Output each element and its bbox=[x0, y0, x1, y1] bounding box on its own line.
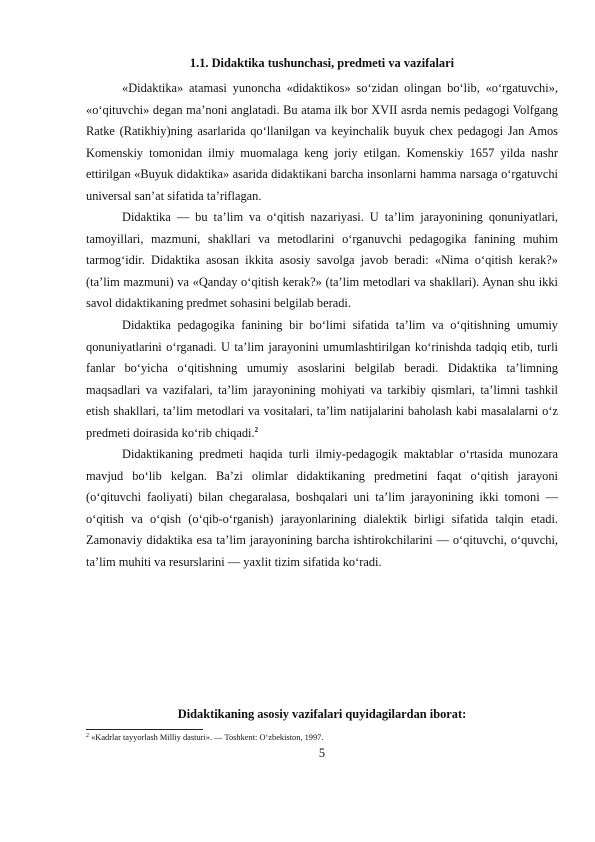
section-heading: 1.1. Didaktika tushunchasi, predmeti va vazifalari bbox=[189, 56, 455, 70]
paragraph-4: Didaktikaning predmeti haqida turli ilmiy-pedagogik maktablar o‘rtasida munozara mavjud bo‘lib kelgan. Ba’zi olimlar didaktikaning predmetini faqat o‘qitish jarayoni (o‘qituvchi faoliyati) bilan chegaralasa, boshqalari uni ta’lim jarayonining ikki tomoni — o‘qitish va o‘qish (o‘qib-o‘rganish) jarayonlarining dialektik birligi sifatida talqin etadi. Zamonaviy didaktika esa ta’lim jarayonining barcha ishtirokchilarini — o‘qituvchi, o‘quvchi, ta’lim muhiti va resurslarini — yaxlit tizim sifatida ko‘radi. bbox=[86, 447, 558, 570]
footnote bbox=[86, 732, 558, 744]
footnote-mark: 2 bbox=[86, 733, 89, 739]
paragraph-3 bbox=[86, 315, 558, 444]
page-number: 5 bbox=[318, 746, 326, 760]
subheading: Didaktikaning asosiy vazifalari quyidagilardan iborat: bbox=[177, 707, 467, 721]
paragraph-2: Didaktika — bu ta’lim va o‘qitish nazariyasi. U ta’lim jarayonining qonuniyatlari, tamoyillari, mazmuni, shakllari va metodlarini o‘rganuvchi pedagogika fanining muhim tarmog‘idir. Didaktika asosan ikkita asosiy savolga javob beradi: «Nima o‘qitish kerak?» (ta’lim mazmuni) va «Qanday o‘qitish kerak?» (ta’lim metodlari va shakllari). Aynan shu ikki savol didaktikaning predmet sohasini belgilab beradi. bbox=[86, 210, 558, 311]
body-text bbox=[86, 78, 558, 574]
footnote-text: «Kadrlar tayyorlash Milliy dasturi». — Toshkent: O‘zbekiston, 1997. bbox=[89, 733, 324, 742]
paragraph-3-text: Didaktika pedagogika fanining bir bo‘limi sifatida ta’lim va o‘qitishning umumiy qonuniyatlarini o‘rganadi. U ta’lim jarayonini umumlashtirilgan ko‘rinishda tadqiq etib, turli fanlar bo‘yicha o‘qitishning umumiy asoslarini belgilab beradi. Didaktika ta’limning maqsadlari va vazifalari, ta’lim jarayonining mohiyati va tarkibiy qismlari, ta’limni tashkil etish shakllari, ta’lim metodlari va vositalari, ta’lim natijalarini baholash kabi masalalarni o‘z predmeti doirasida ko‘rib chiqadi. bbox=[86, 318, 558, 440]
paragraph-1: «Didaktika» atamasi yunoncha «didaktikos» so‘zidan olingan bo‘lib, «o‘rgatuvchi», «o‘qituvchi» degan ma’noni anglatadi. Bu atama ilk bor XVII asrda nemis pedagogi Volfgang Ratke (Ratikhiy)ning asarlarida qo‘llanilgan va keyinchalik buyuk chex pedagogi Jan Amos Komenskiy tomonidan ilmiy muomalaga keng joriy etilgan. Komenskiy 1657 yilda nashr ettirilgan «Buyuk didaktika» asarida didaktikani barcha insonlarni hamma narsaga o‘rgatuvchi universal san’at sifatida ta’riflagan. bbox=[86, 81, 558, 203]
footnote-divider bbox=[86, 729, 203, 730]
footnote-reference[interactable]: 2 bbox=[254, 425, 259, 434]
